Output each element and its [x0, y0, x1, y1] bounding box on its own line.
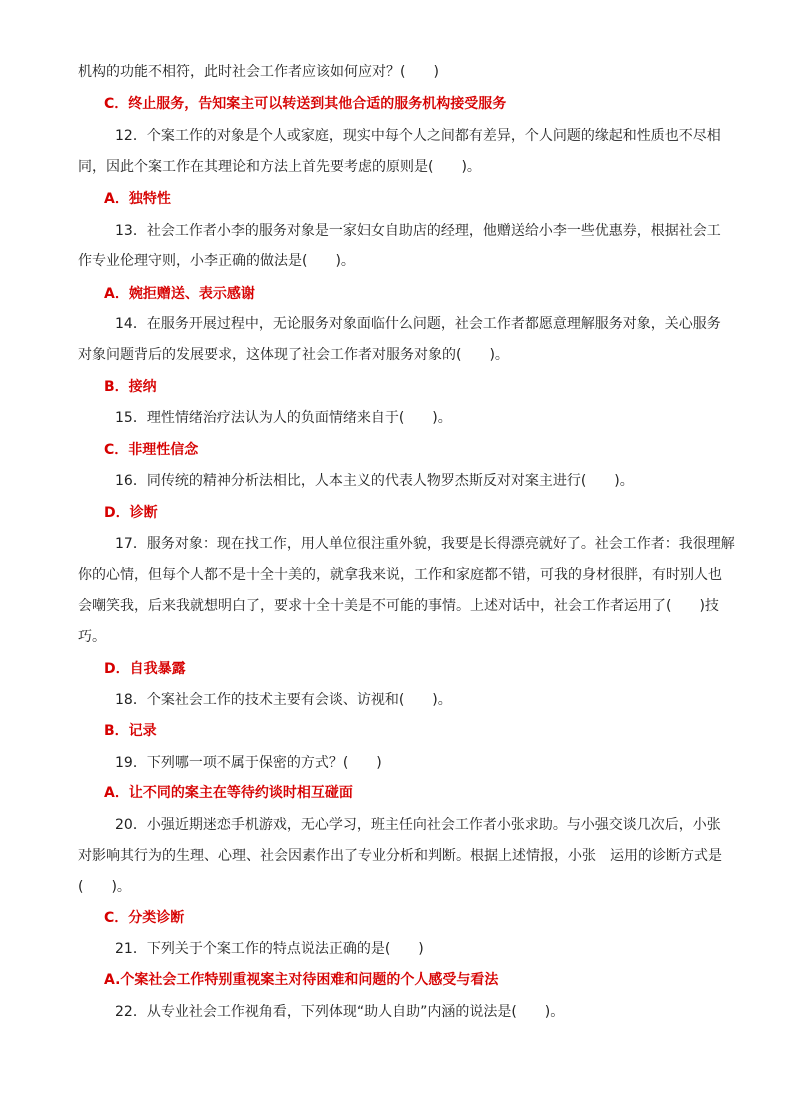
answer-line: A．让不同的案主在等待约谈时相互碰面 [104, 785, 353, 801]
question-line: 20．小强近期迷恋手机游戏，无心学习，班主任向社会工作者小张求助。与小强交谈几次后，小张 [115, 817, 721, 833]
answer-line: C．分类诊断 [104, 910, 185, 926]
answer-line: A.个案社会工作特别重视案主对待困难和问题的个人感受与看法 [104, 972, 499, 988]
answer-line: A．独特性 [104, 191, 171, 207]
question-line: ( )。 [78, 879, 131, 895]
answer-line: D．自我暴露 [104, 661, 186, 677]
answer-line: C．终止服务，告知案主可以转送到其他合适的服务机构接受服务 [104, 96, 507, 112]
answer-line: A．婉拒赠送、表示感谢 [104, 286, 255, 302]
answer-line: B．记录 [104, 723, 157, 739]
question-line: 作专业伦理守则，小李正确的做法是( )。 [78, 253, 355, 269]
question-line: 17．服务对象：现在找工作，用人单位很注重外貌，我要是长得漂亮就好了。社会工作者：我很理解 [115, 536, 735, 552]
answer-line: D．诊断 [104, 505, 158, 521]
question-line: 同，因此个案工作在其理论和方法上首先要考虑的原则是( )。 [78, 159, 481, 175]
answer-line: B．接纳 [104, 379, 157, 395]
answer-line: C．非理性信念 [104, 442, 199, 458]
question-line: 机构的功能不相符，此时社会工作者应该如何应对？( ) [78, 64, 439, 80]
question-line: 15．理性情绪治疗法认为人的负面情绪来自于( )。 [115, 410, 452, 426]
question-line: 13．社会工作者小李的服务对象是一家妇女自助店的经理，他赠送给小李一些优惠券，根据社会工 [115, 223, 721, 239]
question-line: 21．下列关于个案工作的特点说法正确的是( ) [115, 941, 424, 957]
question-line: 你的心情，但每个人都不是十全十美的，就拿我来说，工作和家庭都不错，可我的身材很胖，有时别人也 [78, 567, 722, 583]
question-line: 对象问题背后的发展要求，这体现了社会工作者对服务对象的( )。 [78, 347, 509, 363]
question-line: 对影响其行为的生理、心理、社会因素作出了专业分析和判断。根据上述情报，小张 运用的诊断方式是 [78, 848, 722, 864]
question-line: 22．从专业社会工作视角看，下列体现“助人自助”内涵的说法是( )。 [115, 1004, 565, 1020]
question-line: 巧。 [78, 629, 106, 645]
question-line: 19．下列哪一项不属于保密的方式？( ) [115, 755, 382, 771]
question-line: 14．在服务开展过程中，无论服务对象面临什么问题，社会工作者都愿意理解服务对象，关心服务 [115, 316, 721, 332]
question-line: 12．个案工作的对象是个人或家庭，现实中每个人之间都有差异，个人问题的缘起和性质也不尽相 [115, 128, 721, 144]
question-line: 18．个案社会工作的技术主要有会谈、访视和( )。 [115, 692, 452, 708]
question-line: 16．同传统的精神分析法相比，人本主义的代表人物罗杰斯反对对案主进行( )。 [115, 473, 634, 489]
question-line: 会嘲笑我，后来我就想明白了，要求十全十美是不可能的事情。上述对话中，社会工作者运用了( )技 [78, 598, 719, 614]
